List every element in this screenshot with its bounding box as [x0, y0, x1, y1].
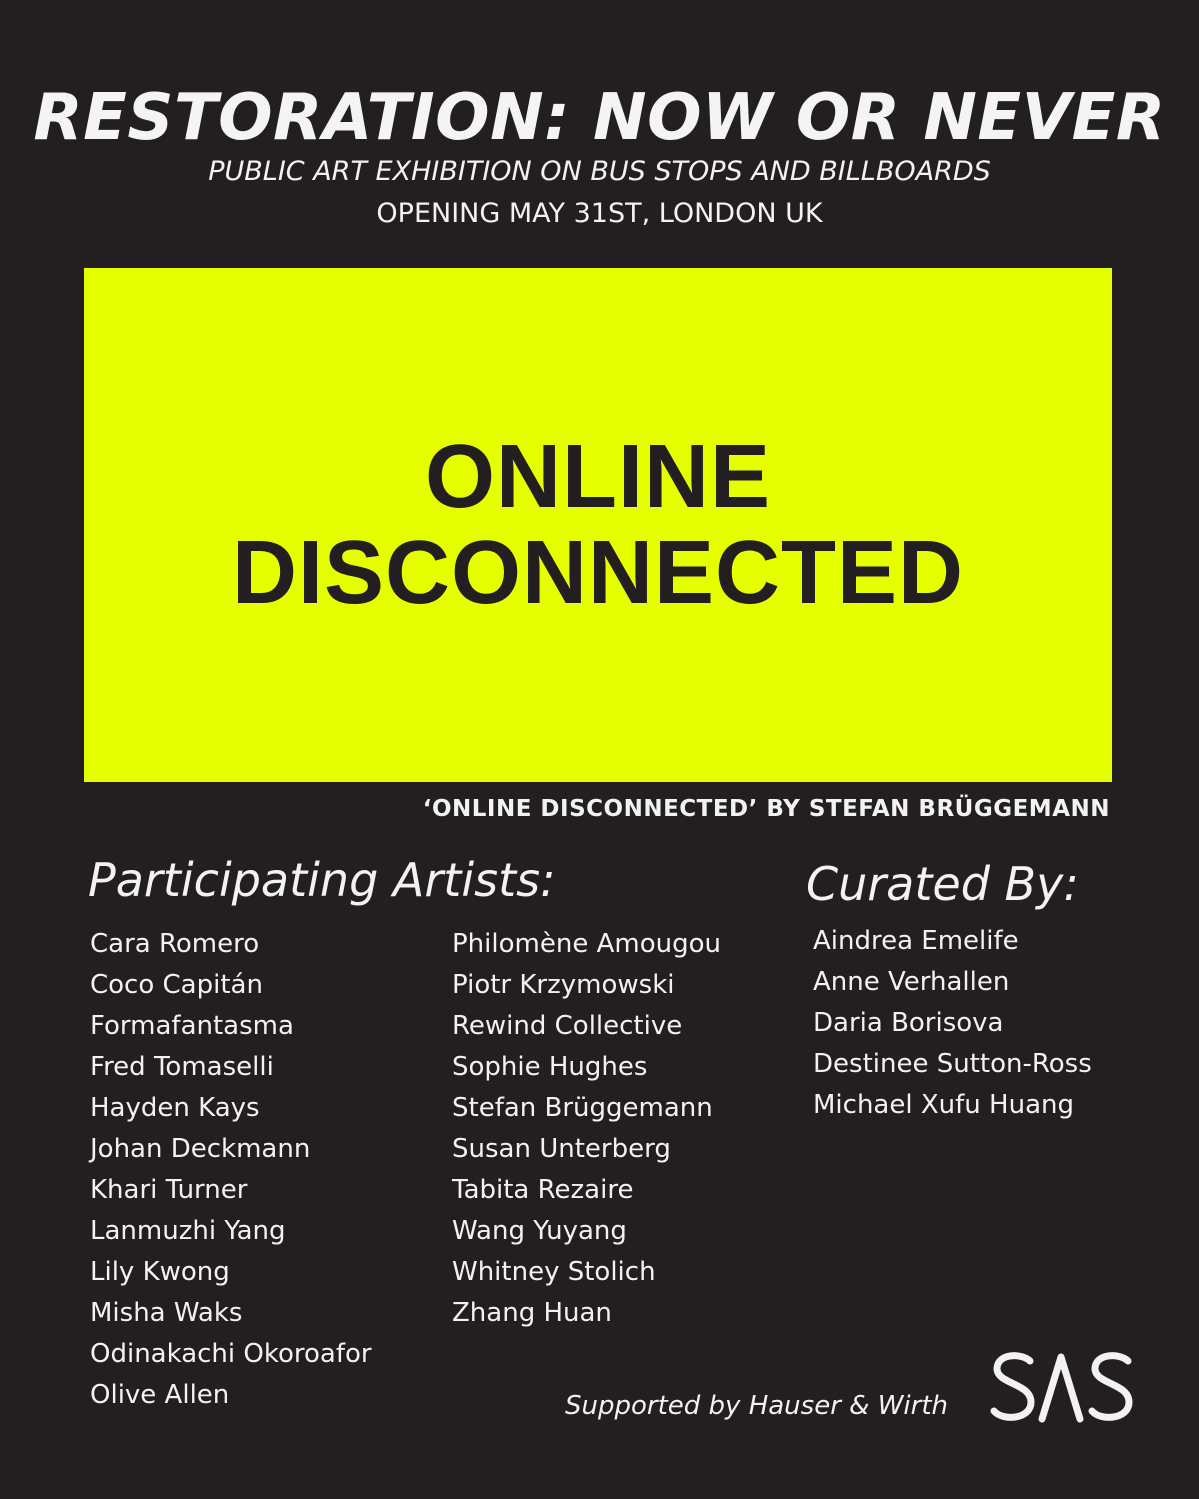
support-credit: Supported by Hauser & Wirth — [565, 1391, 948, 1421]
artist-name: Susan Unterberg — [452, 1134, 671, 1164]
artist-name: Fred Tomaselli — [90, 1052, 274, 1082]
artist-name: Formafantasma — [90, 1011, 294, 1041]
artist-name: Rewind Collective — [452, 1011, 683, 1041]
artist-name: Lanmuzhi Yang — [90, 1216, 286, 1246]
artist-name: Sophie Hughes — [452, 1052, 648, 1082]
artist-name: Wang Yuyang — [452, 1216, 627, 1246]
artist-name: Odinakachi Okoroafor — [90, 1339, 372, 1369]
artist-name: Cara Romero — [90, 929, 260, 959]
artwork-text-line-1: ONLINE — [424, 427, 771, 527]
artists-list-column-2 — [452, 924, 721, 1334]
artist-name: Misha Waks — [90, 1298, 243, 1328]
sas-logo-icon — [990, 1347, 1135, 1427]
poster-subtitle: PUBLIC ART EXHIBITION ON BUS STOPS AND BILLBOARDS — [208, 156, 991, 187]
artist-name: Johan Deckmann — [90, 1134, 311, 1164]
curator-name: Destinee Sutton-Ross — [813, 1049, 1092, 1079]
artwork-panel — [84, 268, 1112, 782]
artists-list-column-1 — [90, 924, 372, 1416]
artwork-caption: ‘ONLINE DISCONNECTED’ BY STEFAN BRÜGGEMANN — [422, 796, 1110, 822]
artwork-text-line-2: DISCONNECTED — [231, 523, 965, 623]
curators-heading: Curated By: — [806, 857, 1079, 911]
opening-date: OPENING MAY 31ST, LONDON UK — [376, 198, 823, 229]
artist-name: Hayden Kays — [90, 1093, 260, 1123]
artist-name: Whitney Stolich — [452, 1257, 656, 1287]
curator-name: Michael Xufu Huang — [813, 1090, 1074, 1120]
artist-name: Piotr Krzymowski — [452, 970, 675, 1000]
curator-name: Aindrea Emelife — [813, 926, 1019, 956]
artist-name: Tabita Rezaire — [452, 1175, 634, 1205]
curator-name: Anne Verhallen — [813, 967, 1010, 997]
artist-name: Philomène Amougou — [452, 929, 721, 959]
artist-name: Coco Capitán — [90, 970, 263, 1000]
curator-name: Daria Borisova — [813, 1008, 1004, 1038]
curators-list — [813, 921, 1092, 1126]
artist-name: Stefan Brüggemann — [452, 1093, 713, 1123]
artists-heading: Participating Artists: — [88, 853, 556, 907]
artist-name: Lily Kwong — [90, 1257, 230, 1287]
artist-name: Khari Turner — [90, 1175, 248, 1205]
poster-title: RESTORATION: NOW OR NEVER — [33, 81, 1166, 155]
artist-name: Zhang Huan — [452, 1298, 612, 1328]
artist-name: Olive Allen — [90, 1380, 230, 1410]
